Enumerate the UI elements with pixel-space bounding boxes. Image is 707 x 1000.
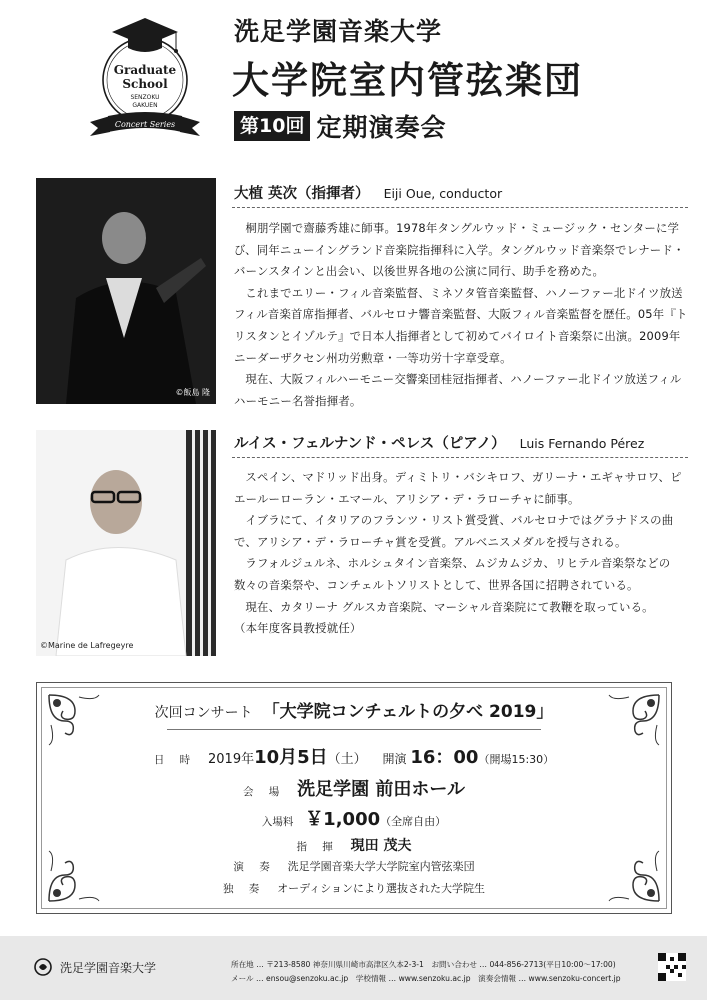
date-row [37, 743, 671, 769]
date-day: （土） [327, 752, 367, 767]
next-conductor-name: 現田 茂夫 [350, 838, 412, 854]
conductor-photo-credit: ©飯島 隆 [175, 388, 210, 397]
conductor-name [234, 182, 502, 203]
pianist-silhouette-icon [36, 430, 216, 656]
pianist-name [234, 432, 644, 453]
conductor-bio-paragraph: 現在、大阪フィルハーモニー交響楽団桂冠指揮者、ハノーファー北ドイツ放送フィルハーモニー名誉指揮者。 [234, 372, 682, 408]
next-concert-title: 「大学院コンチェルトの夕べ 2019」 [262, 702, 554, 722]
concert-series-logo [80, 18, 210, 148]
footer-logo [34, 958, 156, 976]
conductor-row [37, 835, 671, 855]
edition-title: 定期演奏会 [316, 113, 447, 142]
pianist-bio [234, 467, 688, 640]
open-doors: （開場15:30） [478, 753, 555, 766]
edition-row [234, 108, 446, 144]
fee-value: ￥1,000 [305, 809, 381, 830]
next-concert-heading [37, 697, 671, 722]
soloist-value: オーディションにより選抜された大学院生 [277, 882, 486, 895]
qr-code-icon[interactable] [658, 953, 686, 981]
venue-row [37, 775, 671, 801]
svg-text:Graduate: Graduate [113, 63, 177, 77]
footer [0, 936, 707, 1000]
date-main: 10月5日 [254, 747, 328, 768]
pianist-photo-credit: ©Marine de Lafregeyre [40, 641, 134, 650]
conductor-name-ja: 大植 英次（指揮者） [234, 186, 370, 202]
date-label: 日 時 [153, 754, 197, 766]
conductor-photo [36, 178, 216, 404]
open-time: 16：00 [410, 747, 479, 768]
pianist-bio-paragraph: 現在、カタリーナ グルスカ音楽院、マーシャル音楽院にて教鞭を取っている。 [245, 599, 654, 614]
next-concert-rule [167, 729, 541, 730]
university-name: 洗足学園音楽大学 [234, 17, 443, 46]
soloist-row [37, 880, 671, 896]
footer-address: 所在地 … 〒213-8580 神奈川県川崎市高津区久本2-3-1 お問い合わせ … 044-856-2713(平日10:00〜17:00) [231, 960, 616, 969]
venue-name: 洗足学園 前田ホール [297, 779, 466, 800]
next-concert-box [36, 682, 672, 914]
pianist-photo [36, 430, 216, 656]
open-label: 開演 [382, 752, 407, 766]
orchestra-row [37, 858, 671, 874]
orchestra-name: 大学院室内管弦楽団 [232, 59, 583, 102]
venue-label: 会 場 [242, 786, 286, 798]
conductor-bio [234, 218, 688, 412]
university-emblem-icon [34, 958, 52, 976]
fee-label: 入場料 [261, 816, 294, 828]
next-concert-label: 次回コンサート [154, 705, 253, 721]
conductor-name-en: Eiji Oue, conductor [383, 186, 503, 201]
conductor-divider [232, 207, 688, 208]
soloist-label: 独 奏 [222, 883, 266, 895]
fee-row [37, 805, 671, 831]
svg-text:Concert Series: Concert Series [114, 120, 176, 129]
fee-note: （全席自由） [380, 815, 447, 828]
conductor-silhouette-icon [36, 178, 216, 404]
orchestra-value: 洗足学園音楽大学大学院室内管弦楽団 [287, 860, 475, 873]
footer-web: メール … ensou@senzoku.ac.jp 学校情報 … www.senzoku.ac.jp 演奏会情報 … www.senzoku-concert.jp [231, 974, 621, 983]
pianist-name-ja: ルイス・フェルナンド・ペレス（ピアノ） [234, 436, 506, 452]
pianist-bio-paragraph: ラフォルジュルネ、ホルシュタイン音楽祭、ムジカムジカ、リヒテル音楽祭などの数々の音楽祭や、コンチェルトソリストとして、世界各国に招聘されている。 [234, 556, 671, 592]
svg-text:GAKUEN: GAKUEN [132, 102, 158, 109]
next-conductor-label: 指 揮 [296, 841, 339, 853]
conductor-bio-paragraph: 桐朋学園で齋藤秀雄に師事。1978年タングルウッド・ミュージック・センターに学び、同年ニューイングランド音楽院指揮科に入学。タングルウッド音楽祭でレナード・バーンスタインと出会い、以後世界各地の公演に同行、助手を務めた。 [234, 221, 685, 279]
date-year: 2019年 [208, 752, 255, 767]
svg-text:SENZOKU: SENZOKU [130, 94, 160, 101]
orchestra-label: 演 奏 [233, 861, 276, 873]
pianist-bio-paragraph: イブラにて、イタリアのフランツ・リスト賞受賞、バルセロナではグラナドスの曲で、アリシア・デ・ラローチャ賞を受賞。アルベニスメダルを授与される。 [234, 513, 674, 549]
edition-number: 第10回 [234, 111, 310, 141]
pianist-bio-note: （本年度客員教授就任） [234, 621, 362, 636]
svg-text:School: School [122, 77, 168, 91]
pianist-divider [232, 457, 688, 458]
footer-university-name: 洗足学園音楽大学 [60, 960, 157, 975]
conductor-bio-paragraph: これまでエリー・フィル音楽監督、ミネソタ管音楽監督、ハノーファー北ドイツ放送フィル音楽首席指揮者、バルセロナ響音楽監督、大阪フィル音楽監督を歴任。05年『トリスタンとイゾルテ』で日本人指揮者として初めてバイロイト音楽祭に出演。2009年ニーダーザクセン州功労勲章・一等功労十字章受章。 [234, 285, 688, 365]
pianist-name-en: Luis Fernando Pérez [519, 436, 645, 451]
pianist-bio-paragraph: スペイン、マドリッド出身。ディミトリ・バシキロフ、ガリーナ・エギャサロワ、ピエールーローラン・エマール、アリシア・デ・ラローチャに師事。 [234, 470, 682, 506]
